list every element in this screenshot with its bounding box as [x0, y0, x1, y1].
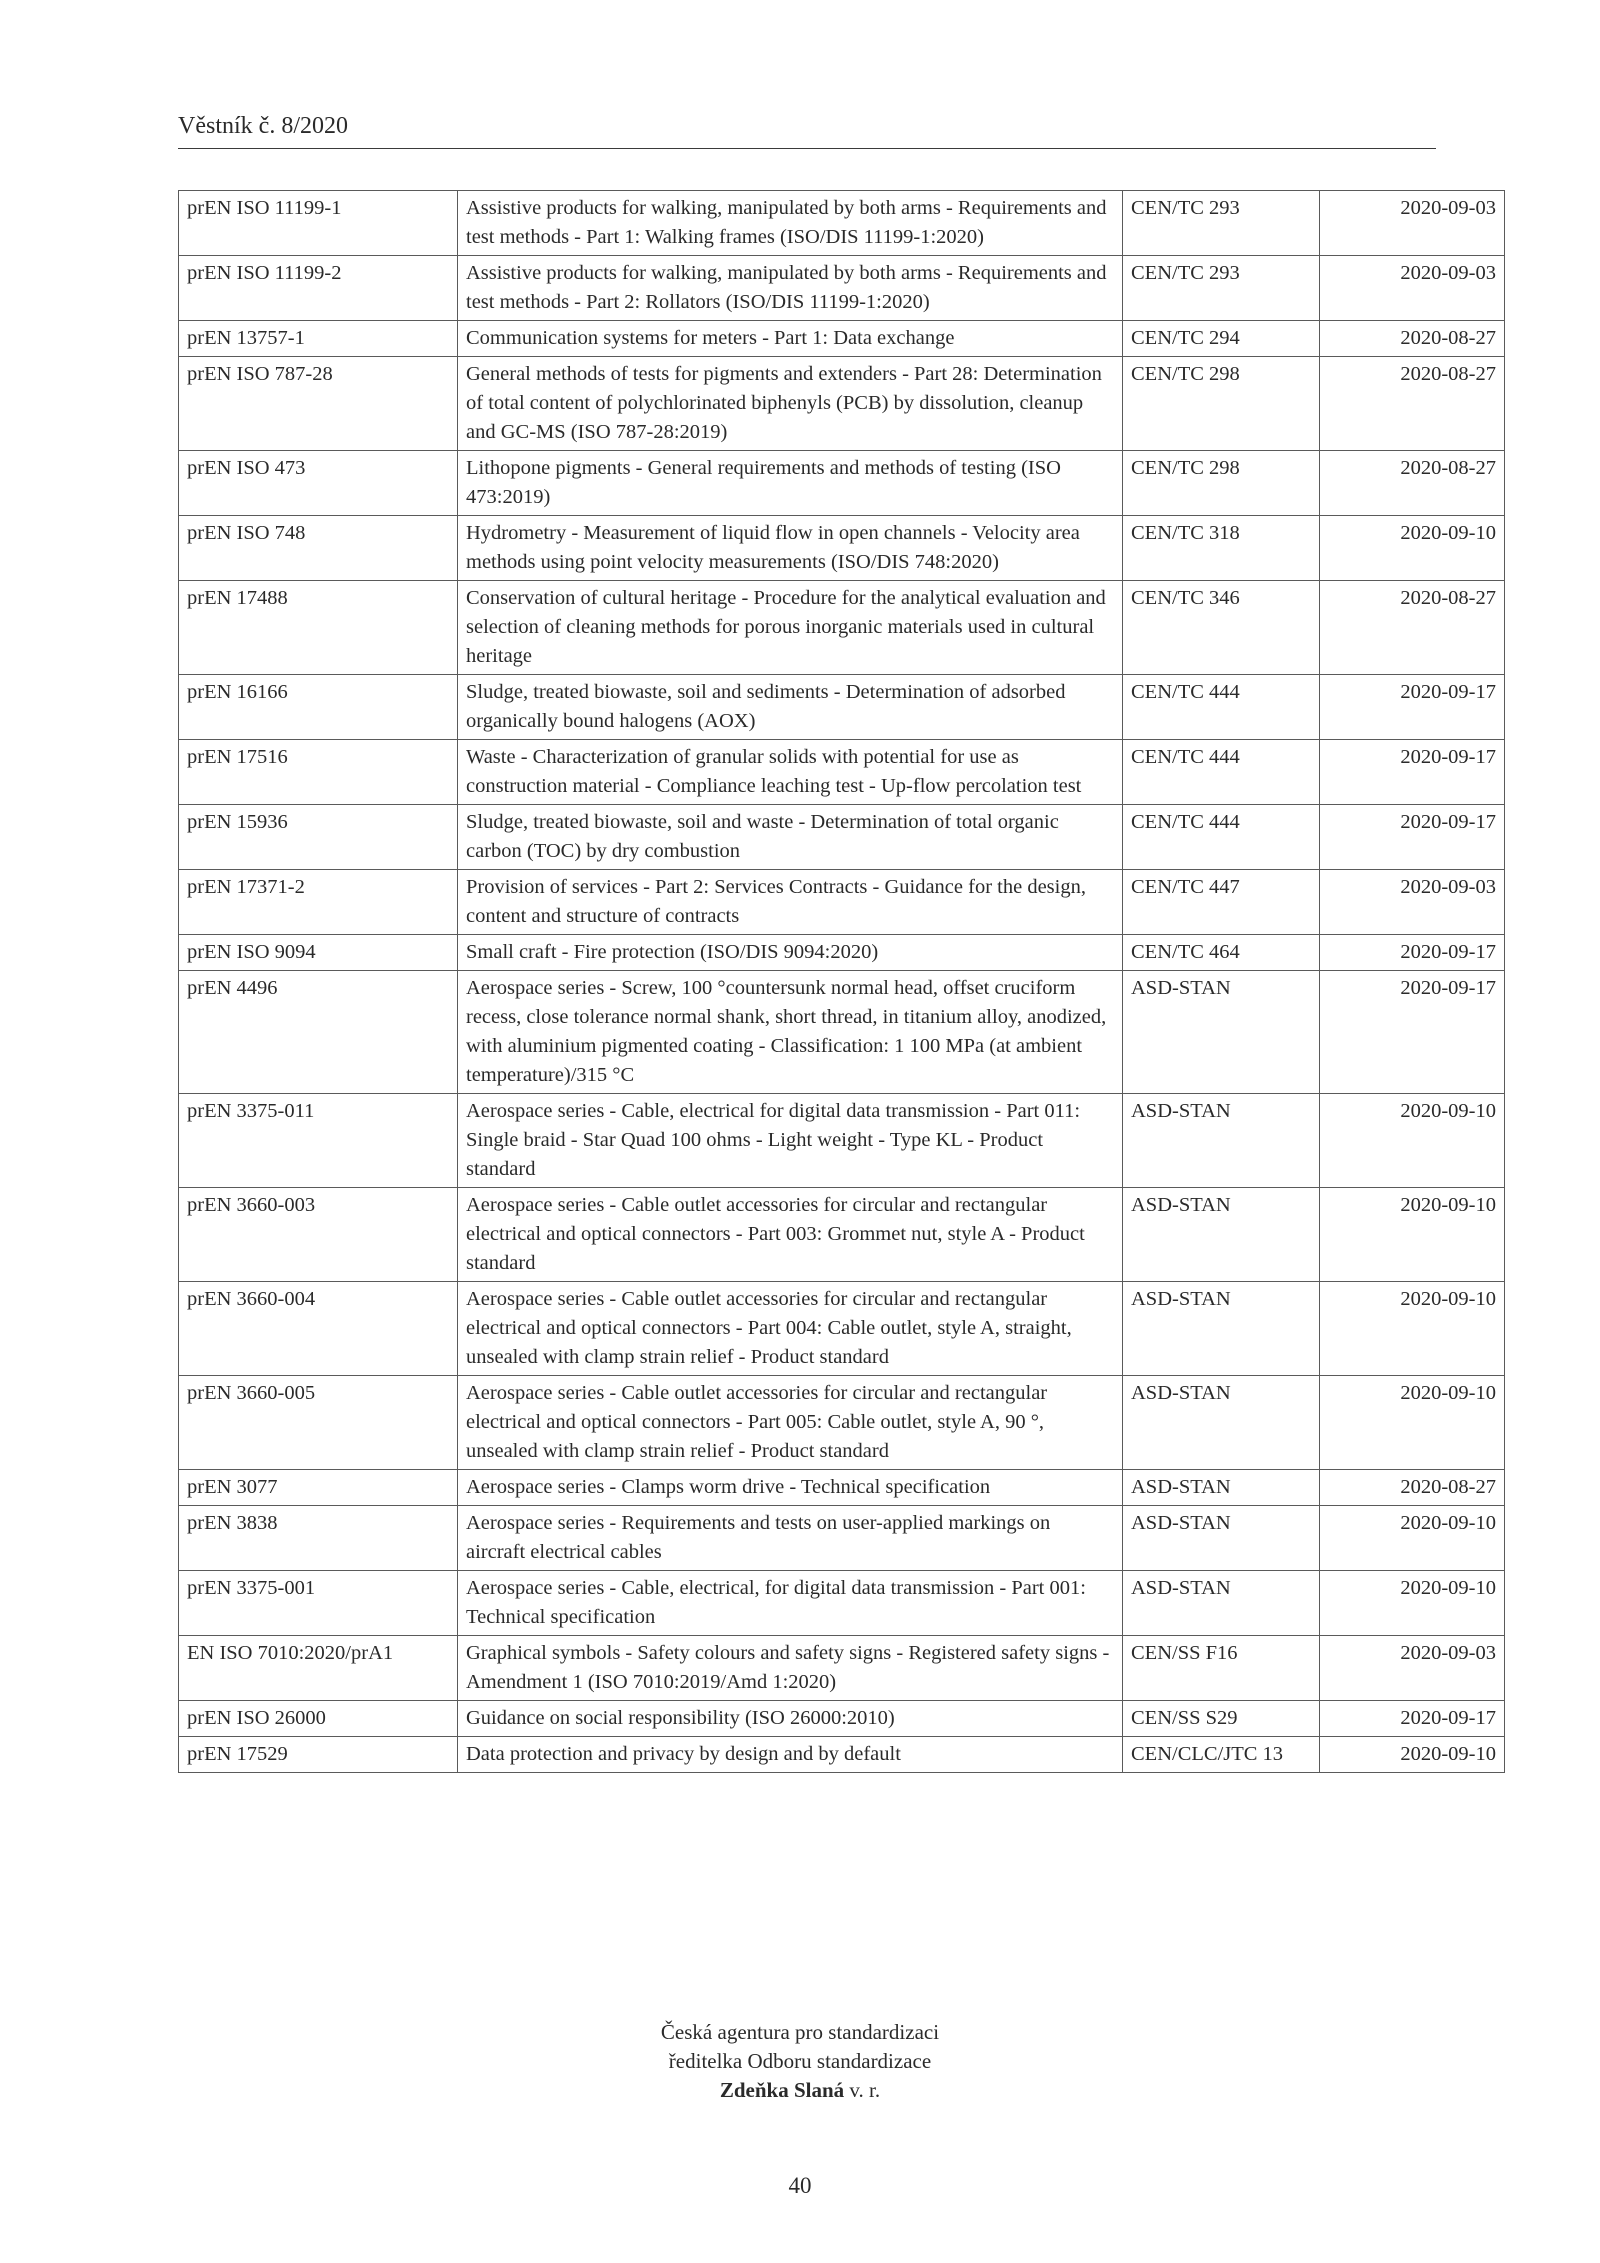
standard-title-cell: Graphical symbols - Safety colours and safety signs - Registered safety signs - Amendment 1 (ISO 7010:2019/Amd 1:2020)	[458, 1636, 1123, 1701]
standard-code-cell: prEN 3375-011	[179, 1094, 458, 1188]
standard-code-cell: prEN 3660-005	[179, 1376, 458, 1470]
standard-code-cell: prEN ISO 26000	[179, 1701, 458, 1737]
standard-title-cell: Provision of services - Part 2: Services Contracts - Guidance for the design, content and structure of contracts	[458, 870, 1123, 935]
standard-title-cell: Data protection and privacy by design and by default	[458, 1737, 1123, 1773]
technical-committee-cell: ASD-STAN	[1123, 1470, 1320, 1506]
technical-committee-cell: ASD-STAN	[1123, 1506, 1320, 1571]
table-row	[179, 1282, 1505, 1376]
standard-title-cell: Assistive products for walking, manipulated by both arms - Requirements and test methods - Part 2: Rollators (ISO/DIS 11199-1:2020)	[458, 256, 1123, 321]
standard-title-cell: Aerospace series - Cable outlet accessories for circular and rectangular electrical and optical connectors - Part 004: Cable outlet, style A, straight, unsealed with clamp strain relief - Product standard	[458, 1282, 1123, 1376]
standard-code-cell: prEN ISO 11199-1	[179, 191, 458, 256]
table-row	[179, 740, 1505, 805]
deadline-date-cell: 2020-09-03	[1320, 256, 1505, 321]
deadline-date-cell: 2020-09-17	[1320, 971, 1505, 1094]
technical-committee-cell: ASD-STAN	[1123, 1282, 1320, 1376]
standard-title-cell: Lithopone pigments - General requirements and methods of testing (ISO 473:2019)	[458, 451, 1123, 516]
technical-committee-cell: ASD-STAN	[1123, 971, 1320, 1094]
deadline-date-cell: 2020-09-10	[1320, 1376, 1505, 1470]
standard-title-cell: Assistive products for walking, manipulated by both arms - Requirements and test methods - Part 1: Walking frames (ISO/DIS 11199-1:2020)	[458, 191, 1123, 256]
standard-title-cell: Sludge, treated biowaste, soil and waste - Determination of total organic carbon (TOC) by dry combustion	[458, 805, 1123, 870]
standard-code-cell: prEN 17516	[179, 740, 458, 805]
standard-title-cell: Small craft - Fire protection (ISO/DIS 9094:2020)	[458, 935, 1123, 971]
table-row	[179, 321, 1505, 357]
deadline-date-cell: 2020-09-17	[1320, 805, 1505, 870]
technical-committee-cell: CEN/SS S29	[1123, 1701, 1320, 1737]
technical-committee-cell: CEN/TC 444	[1123, 805, 1320, 870]
technical-committee-cell: CEN/TC 346	[1123, 581, 1320, 675]
standard-code-cell: prEN 3660-003	[179, 1188, 458, 1282]
table-row	[179, 805, 1505, 870]
standard-title-cell: Guidance on social responsibility (ISO 26000:2010)	[458, 1701, 1123, 1737]
standard-code-cell: prEN 4496	[179, 971, 458, 1094]
standard-title-cell: Aerospace series - Cable, electrical, for digital data transmission - Part 001: Technical specification	[458, 1571, 1123, 1636]
standard-code-cell: prEN 3375-001	[179, 1571, 458, 1636]
table-row	[179, 675, 1505, 740]
standard-code-cell: prEN 3838	[179, 1506, 458, 1571]
signatory-role: ředitelka Odboru standardizace	[668, 2049, 932, 2073]
standard-title-cell: Communication systems for meters - Part 1: Data exchange	[458, 321, 1123, 357]
agency-name: Česká agentura pro standardizaci	[660, 2020, 940, 2044]
standard-title-cell: General methods of tests for pigments and extenders - Part 28: Determination of total content of polychlorinated biphenyls (PCB) by dissolution, cleanup and GC-MS (ISO 787-28:2019)	[458, 357, 1123, 451]
signature-suffix: v. r.	[849, 2078, 881, 2102]
bulletin-title: Věstník č. 8/2020	[178, 113, 348, 139]
signature-block	[0, 2018, 1600, 2105]
table-row	[179, 1636, 1505, 1701]
page-header	[178, 112, 1436, 149]
deadline-date-cell: 2020-09-03	[1320, 870, 1505, 935]
table-row	[179, 870, 1505, 935]
deadline-date-cell: 2020-08-27	[1320, 581, 1505, 675]
table-row	[179, 1188, 1505, 1282]
table-row	[179, 1701, 1505, 1737]
table-row	[179, 1571, 1505, 1636]
standards-table-body	[179, 191, 1505, 1773]
standard-code-cell: EN ISO 7010:2020/prA1	[179, 1636, 458, 1701]
deadline-date-cell: 2020-09-10	[1320, 1094, 1505, 1188]
standard-title-cell: Sludge, treated biowaste, soil and sediments - Determination of adsorbed organically bound halogens (AOX)	[458, 675, 1123, 740]
table-row	[179, 1094, 1505, 1188]
deadline-date-cell: 2020-09-17	[1320, 740, 1505, 805]
deadline-date-cell: 2020-09-17	[1320, 935, 1505, 971]
technical-committee-cell: CEN/CLC/JTC 13	[1123, 1737, 1320, 1773]
table-row	[179, 451, 1505, 516]
standard-code-cell: prEN ISO 473	[179, 451, 458, 516]
standard-code-cell: prEN 17529	[179, 1737, 458, 1773]
standard-code-cell: prEN 3660-004	[179, 1282, 458, 1376]
deadline-date-cell: 2020-09-10	[1320, 1188, 1505, 1282]
standard-code-cell: prEN ISO 787-28	[179, 357, 458, 451]
technical-committee-cell: CEN/TC 298	[1123, 357, 1320, 451]
deadline-date-cell: 2020-08-27	[1320, 1470, 1505, 1506]
technical-committee-cell: ASD-STAN	[1123, 1376, 1320, 1470]
standards-table	[178, 190, 1505, 1773]
standard-title-cell: Aerospace series - Cable outlet accessories for circular and rectangular electrical and optical connectors - Part 003: Grommet nut, style A - Product standard	[458, 1188, 1123, 1282]
deadline-date-cell: 2020-08-27	[1320, 321, 1505, 357]
standard-code-cell: prEN ISO 9094	[179, 935, 458, 971]
deadline-date-cell: 2020-09-03	[1320, 1636, 1505, 1701]
table-row	[179, 1470, 1505, 1506]
standard-code-cell: prEN 3077	[179, 1470, 458, 1506]
technical-committee-cell: CEN/TC 318	[1123, 516, 1320, 581]
table-row	[179, 971, 1505, 1094]
standard-code-cell: prEN 15936	[179, 805, 458, 870]
standard-title-cell: Aerospace series - Screw, 100 °countersunk normal head, offset cruciform recess, close tolerance normal shank, short thread, in titanium alloy, anodized, with aluminium pigmented coating - Classification: 1 100 MPa (at ambient temperature)/315 °C	[458, 971, 1123, 1094]
deadline-date-cell: 2020-09-17	[1320, 1701, 1505, 1737]
standard-title-cell: Waste - Characterization of granular solids with potential for use as construction material - Compliance leaching test - Up-flow percolation test	[458, 740, 1123, 805]
deadline-date-cell: 2020-09-03	[1320, 191, 1505, 256]
standard-code-cell: prEN 16166	[179, 675, 458, 740]
standard-code-cell: prEN 17488	[179, 581, 458, 675]
deadline-date-cell: 2020-09-10	[1320, 516, 1505, 581]
technical-committee-cell: CEN/SS F16	[1123, 1636, 1320, 1701]
table-row	[179, 935, 1505, 971]
standard-code-cell: prEN ISO 11199-2	[179, 256, 458, 321]
deadline-date-cell: 2020-09-10	[1320, 1737, 1505, 1773]
technical-committee-cell: CEN/TC 447	[1123, 870, 1320, 935]
page-number: 40	[788, 2173, 812, 2198]
deadline-date-cell: 2020-09-10	[1320, 1282, 1505, 1376]
table-row	[179, 1376, 1505, 1470]
standard-code-cell: prEN 13757-1	[179, 321, 458, 357]
technical-committee-cell: CEN/TC 444	[1123, 740, 1320, 805]
table-row	[179, 191, 1505, 256]
standard-title-cell: Aerospace series - Cable, electrical for digital data transmission - Part 011: Single braid - Star Quad 100 ohms - Light weight - Type KL - Product standard	[458, 1094, 1123, 1188]
deadline-date-cell: 2020-08-27	[1320, 451, 1505, 516]
table-row	[179, 357, 1505, 451]
signatory-line	[0, 2076, 1600, 2105]
signatory-name: Zdeňka Slaná	[719, 2078, 845, 2102]
table-row	[179, 1737, 1505, 1773]
deadline-date-cell: 2020-09-10	[1320, 1506, 1505, 1571]
technical-committee-cell: CEN/TC 298	[1123, 451, 1320, 516]
standard-title-cell: Hydrometry - Measurement of liquid flow in open channels - Velocity area methods using point velocity measurements (ISO/DIS 748:2020)	[458, 516, 1123, 581]
technical-committee-cell: CEN/TC 444	[1123, 675, 1320, 740]
standard-code-cell: prEN ISO 748	[179, 516, 458, 581]
deadline-date-cell: 2020-08-27	[1320, 357, 1505, 451]
table-row	[179, 256, 1505, 321]
standard-title-cell: Aerospace series - Cable outlet accessories for circular and rectangular electrical and optical connectors - Part 005: Cable outlet, style A, 90 °, unsealed with clamp strain relief - Product standard	[458, 1376, 1123, 1470]
standard-title-cell: Conservation of cultural heritage - Procedure for the analytical evaluation and selection of cleaning methods for porous inorganic materials used in cultural heritage	[458, 581, 1123, 675]
technical-committee-cell: CEN/TC 464	[1123, 935, 1320, 971]
table-row	[179, 1506, 1505, 1571]
deadline-date-cell: 2020-09-17	[1320, 675, 1505, 740]
standard-title-cell: Aerospace series - Clamps worm drive - Technical specification	[458, 1470, 1123, 1506]
standard-code-cell: prEN 17371-2	[179, 870, 458, 935]
standard-title-cell: Aerospace series - Requirements and tests on user-applied markings on aircraft electrical cables	[458, 1506, 1123, 1571]
technical-committee-cell: ASD-STAN	[1123, 1094, 1320, 1188]
table-row	[179, 581, 1505, 675]
deadline-date-cell: 2020-09-10	[1320, 1571, 1505, 1636]
technical-committee-cell: CEN/TC 294	[1123, 321, 1320, 357]
technical-committee-cell: CEN/TC 293	[1123, 191, 1320, 256]
technical-committee-cell: ASD-STAN	[1123, 1188, 1320, 1282]
table-row	[179, 516, 1505, 581]
technical-committee-cell: CEN/TC 293	[1123, 256, 1320, 321]
technical-committee-cell: ASD-STAN	[1123, 1571, 1320, 1636]
